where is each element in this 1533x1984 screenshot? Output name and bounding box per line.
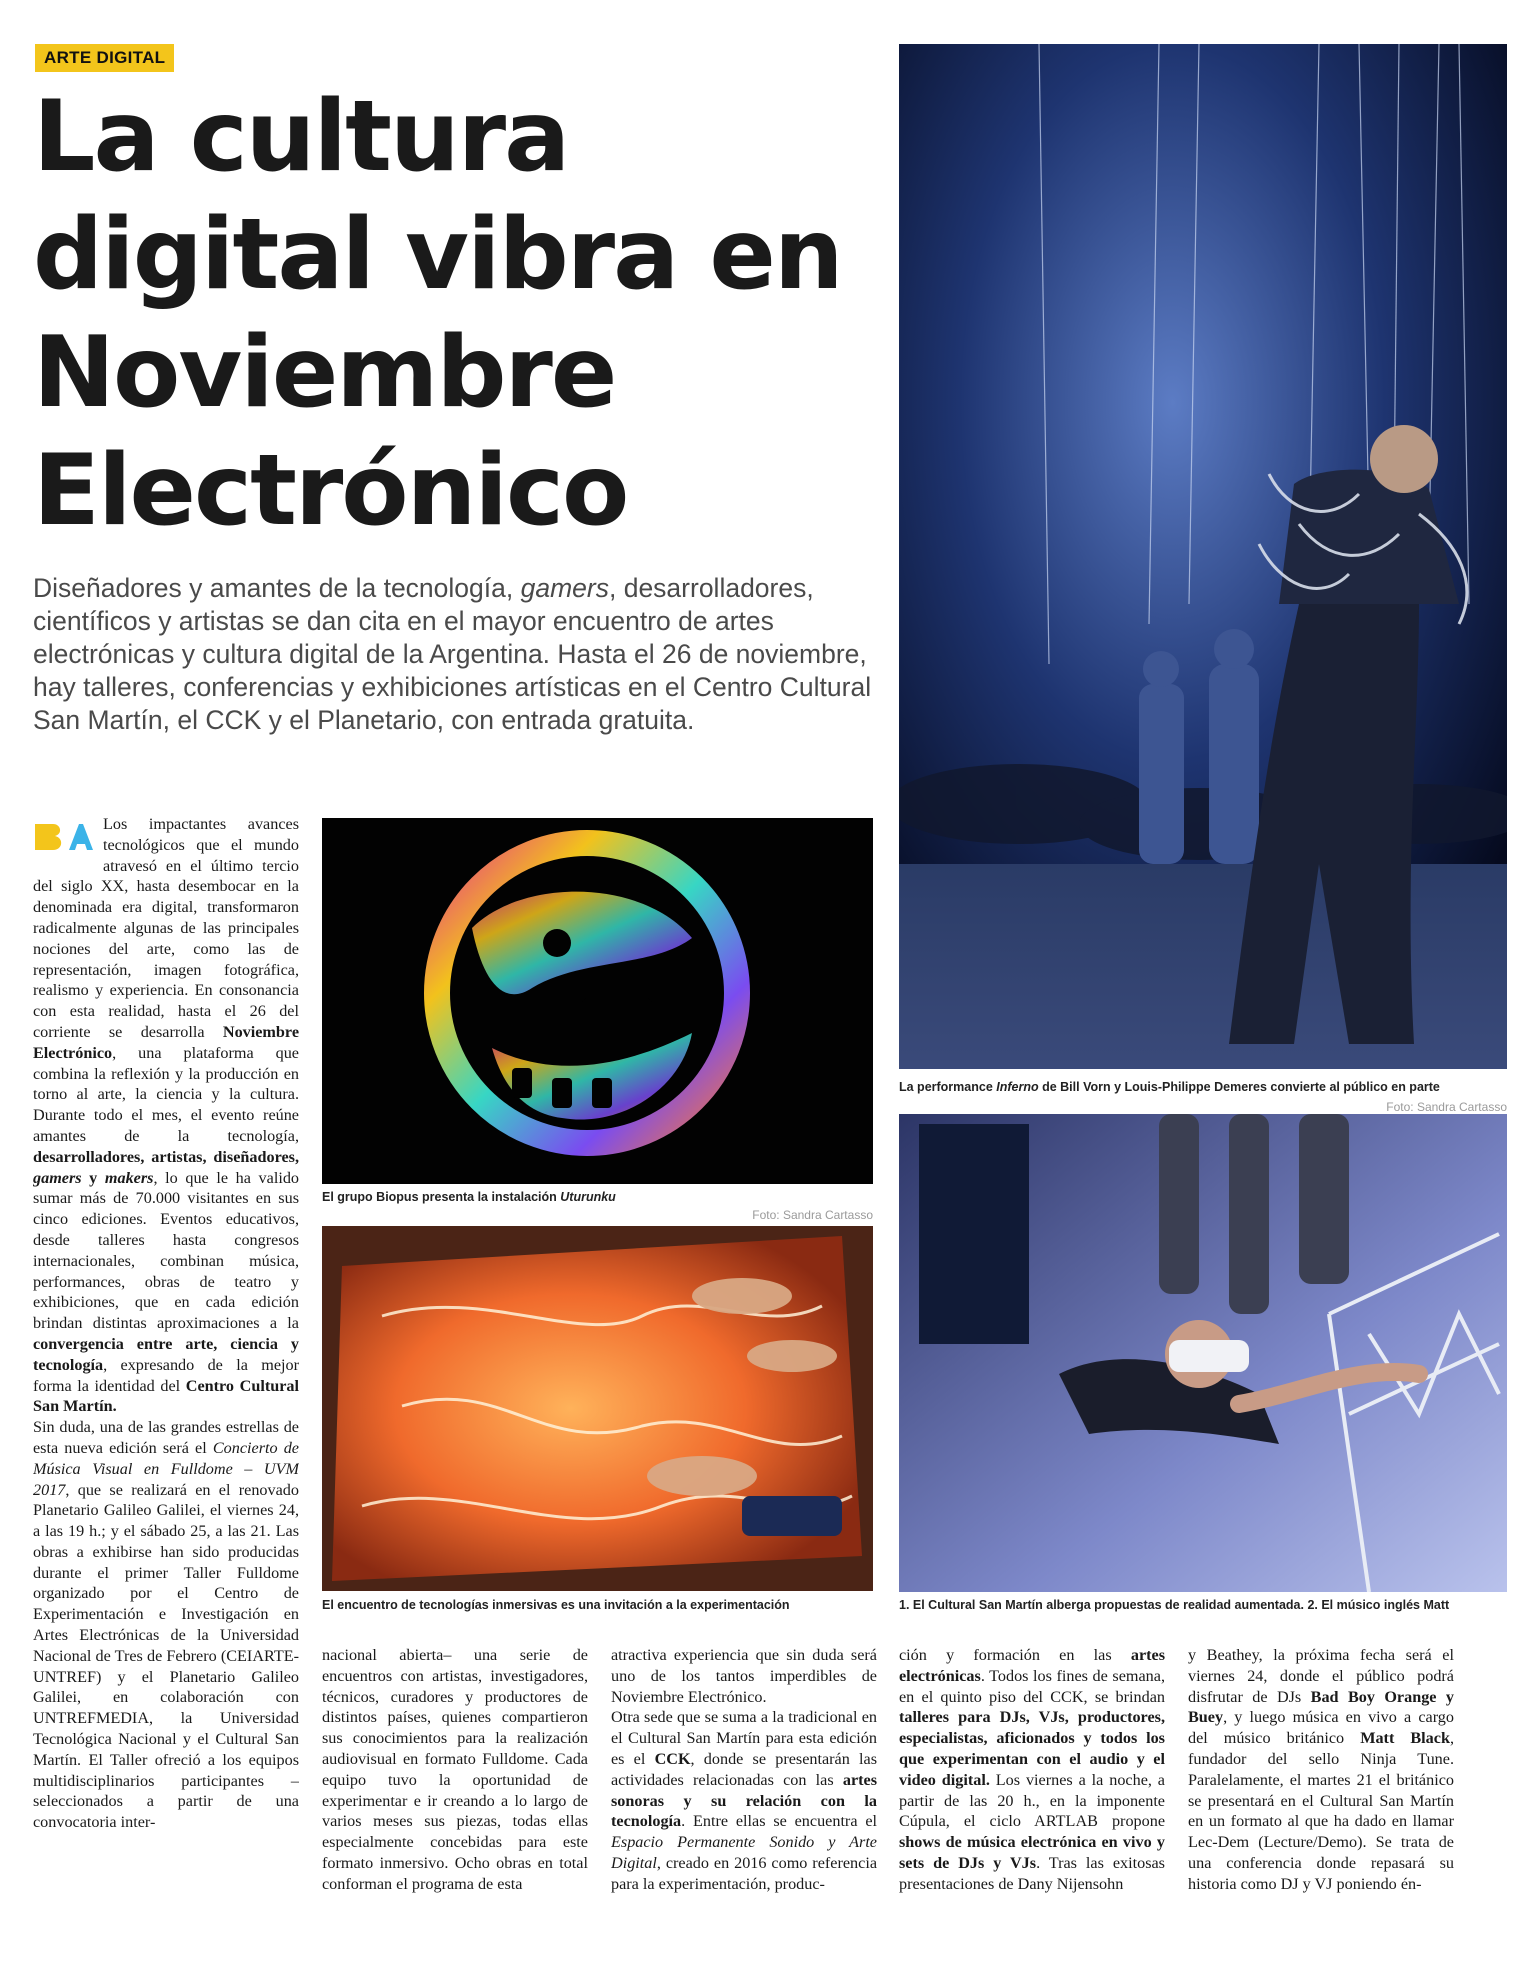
photo-credit-biopus: Foto: Sandra Cartasso	[752, 1208, 873, 1222]
text-run: , que se realizará en el renovado Planetario Galileo Galilei, el viernes 24, a las 19 h.; y el sábado 25, a las 21. Las obras a exhibirse han sido producidas durante el primer Taller Fulldome organizado por el Centro de Experimentación e Investigación en Artes Electrónicas de la Universidad Nacional de Tres de Febrero (CEIARTE-UNTREF) y el Planetario Galileo Galilei, en colaboración con UNTREFMEDIA, la Universidad Tecnológica Nacional y el Cultural San Martín. El Taller ofreció a los equipos multidisciplinarios participantes –seleccionados a partir de una convocatoria inter-	[33, 1480, 299, 1832]
article-paragraph-4	[611, 1645, 877, 1707]
bold-run: artes electrónicas	[899, 1646, 1165, 1685]
italic-run: Concierto de Música Visual en Fulldome – UVM 2017	[33, 1438, 299, 1499]
text-run: y Beathey, la próxima fecha será el viernes 24, donde el público podrá disfrutar de DJs	[1188, 1646, 1454, 1706]
table-illustration	[322, 1226, 873, 1591]
article-column-2	[322, 1645, 588, 1945]
caption-biopus	[322, 1190, 873, 1204]
photo-credit-inferno: Foto: Sandra Cartasso	[1386, 1100, 1507, 1114]
section-tag: ARTE DIGITAL	[35, 44, 174, 72]
article-paragraph-3: nacional abierta– una serie de encuentros con artistas, investigadores, técnicos, curadores y productores de distintos países, quienes compartieron sus conocimientos para la realización audiovisual en formato Fulldome. Cada equipo tuvo la oportunidad de experimentar e ir creando a lo largo de varios meses sus piezas, todas ellas especialmente concebidas para este formato inmersivo. Ocho obras en total conforman el programa de esta	[322, 1646, 588, 1893]
text-run: Otra sede que se suma a la tradicional en el Cultural San Martín para esta edición es el	[611, 1708, 877, 1768]
article-paragraph-2	[33, 1417, 299, 1833]
article-column-1	[33, 814, 299, 1944]
article-paragraph-6	[899, 1645, 1165, 1895]
headline: La cultura digital vibra en Noviembre Electrónico	[33, 80, 842, 548]
text-run: ción y formación en las	[899, 1646, 1131, 1664]
text-run: Los viernes a la noche, a partir de las 20 h., en la imponente Cúpula, el ciclo ARTLAB propone	[899, 1770, 1165, 1831]
bold-run: Matt Black	[1360, 1729, 1450, 1748]
standfirst	[33, 572, 893, 737]
text-run: , y luego música en vivo a cargo del músico británico	[1188, 1708, 1454, 1748]
caption-immersive-table: El encuentro de tecnologías inmersivas es una invitación a la experimentación	[322, 1598, 790, 1612]
standfirst-text-end: , desarrolladores, científicos y artistas se dan cita en el mayor encuentro de artes electrónicas y cultura digital de la Argentina. Hasta el 26 de noviembre, hay talleres, conferencias y exhibiciones artísticas en el Centro Cultural San Martín, el CCK y el Planetario, con entrada gratuita.	[33, 573, 872, 735]
caption-emphasis: Uturunku	[560, 1190, 616, 1204]
bold-italic-run: makers	[104, 1168, 154, 1187]
standfirst-text: Diseñadores y amantes de la tecnología,	[33, 573, 521, 603]
performance-illustration	[899, 44, 1507, 1069]
bold-run: Noviembre Electrónico	[33, 1022, 299, 1062]
text-run: . Todos los fines de semana, en el quinto piso del CCK, se brindan	[899, 1666, 1165, 1706]
photo-immersive-table	[322, 1226, 873, 1591]
text-run: . Tras las exitosas presentaciones de Dany Nijensohn	[899, 1853, 1165, 1893]
article-paragraph-7	[1188, 1645, 1454, 1895]
text-run: . Entre ellas se encuentra el	[681, 1812, 877, 1831]
bold-run: Centro Cultural San Martín.	[33, 1376, 299, 1416]
bold-run: desarrolladores, artistas, diseñadores,	[33, 1147, 299, 1166]
text-run: , lo que le ha valido sumar más de 70.000 visitantes en sus cinco ediciones. Eventos educativos, desde talleres hasta congresos internacionales, combinan música, performances, obras de teatro y exhibiciones, que en cada edición brindan distintas aproximaciones a la	[33, 1168, 299, 1333]
ba-logo-icon	[33, 818, 95, 856]
standfirst-emphasis: gamers	[520, 573, 609, 603]
text-run: , fundador del sello Ninja Tune. Paralelamente, el martes 21 el británico se presentará en el Cultural San Martín en un formato al que ha dado en llamar Lec-Dem (Lecture/Demo). Se trata de una conferencia donde repasará su historia como DJ y VJ poniendo én-	[1188, 1729, 1454, 1893]
text-run: Los impactantes avances tecnológicos que el mundo atravesó en el último tercio del siglo XX, hasta desembocar en la denominada era digital, transformaron radicalmente algunas de las principales nociones del arte, como las de representación, imagen fotográfica, realismo y experiencia. En consonancia con esta realidad, hasta el 26 del corriente se desarrolla	[33, 815, 299, 1041]
text-run: , creado en 2016 como referencia para la experimentación, produc-	[611, 1853, 877, 1893]
caption-emphasis: Inferno	[996, 1080, 1039, 1094]
photo-inferno-performance	[899, 44, 1507, 1069]
article-column-4	[899, 1645, 1165, 1945]
bold-run: shows de música electrónica en vivo y sets de DJs y VJs	[899, 1833, 1165, 1872]
text-run: , una plataforma que combina la reflexión y la producción en torno al arte, la ciencia y la cultura. Durante todo el mes, el evento reúne amantes de la tecnología,	[33, 1043, 299, 1145]
italic-run: Espacio Permanente Sonido y Arte Digital	[611, 1833, 877, 1872]
bold-run: y	[81, 1168, 105, 1187]
bold-run: CCK	[654, 1749, 691, 1768]
article-paragraph-5	[611, 1707, 877, 1894]
bold-run: Bad Boy Orange y Buey	[1188, 1687, 1454, 1727]
caption-vr: 1. El Cultural San Martín alberga propuestas de realidad aumentada. 2. El músico inglés Matt	[899, 1598, 1450, 1612]
article-column-3	[611, 1645, 877, 1945]
photo-biopus-installation	[322, 818, 873, 1184]
photo-vr-experience	[899, 1114, 1507, 1592]
bold-run: convergencia entre arte, ciencia y tecnología	[33, 1334, 299, 1374]
bold-run: talleres para DJs, VJs, productores, especialistas, aficionados y todos los que experimentan con el audio y el video digital.	[899, 1708, 1165, 1789]
caption-text: La performance	[899, 1080, 997, 1094]
caption-inferno	[899, 1080, 1507, 1094]
article-paragraph-1	[33, 814, 299, 1417]
text-run: atractiva experiencia que sin duda será uno de los tantos imperdibles de Noviembre Electrónico.	[611, 1646, 877, 1706]
vr-illustration	[899, 1114, 1507, 1592]
text-run: Sin duda, una de las grandes estrellas de esta nueva edición será el	[33, 1418, 299, 1457]
bold-italic-run: gamers	[33, 1168, 82, 1187]
installation-illustration	[322, 818, 873, 1184]
article-column-5	[1188, 1645, 1454, 1945]
bold-run: artes sonoras y su relación con la tecnología	[611, 1770, 877, 1831]
caption-text: El grupo Biopus presenta la instalación	[322, 1190, 561, 1204]
text-run: , expresando de la mejor forma la identidad del	[33, 1355, 299, 1395]
text-run: , donde se presentarán las actividades relacionadas con las	[611, 1749, 877, 1789]
caption-text-end: de Bill Vorn y Louis-Philippe Demeres convierte al público en parte	[1038, 1080, 1440, 1094]
